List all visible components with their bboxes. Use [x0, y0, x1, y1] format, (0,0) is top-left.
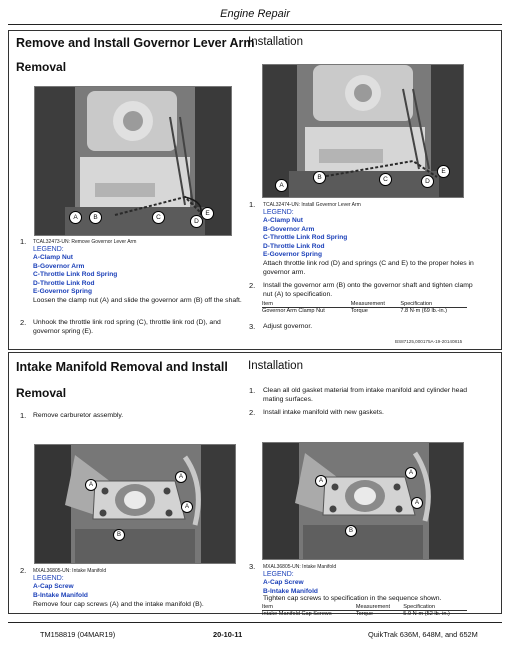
step-number: 1. [20, 411, 27, 420]
step-number: 1. [249, 386, 256, 395]
callout-b: B [89, 211, 102, 224]
legend-list [33, 254, 117, 297]
spec-header-measurement: Measurement [356, 604, 403, 611]
step-text: Clean all old gasket material from intake manifold and cylinder head mating surfaces. [263, 387, 468, 403]
step-text: Loosen the clamp nut (A) and slide the governor arm (B) off the shaft. [33, 297, 242, 304]
legend-item: A-Clamp Nut [33, 254, 73, 261]
legend-title: LEGEND: [263, 571, 294, 578]
manifold-removal-photo [34, 444, 236, 564]
callout-e: E [201, 207, 214, 220]
footer-page-number: 20-10-11 [213, 630, 243, 639]
spec-cell: Torque [355, 611, 373, 617]
step-text: Remove carburetor assembly. [33, 412, 124, 419]
legend-list [263, 217, 347, 260]
governor-removal-photo [34, 86, 232, 236]
spec-cell: Torque [350, 308, 368, 314]
step-number: 3. [249, 322, 256, 331]
callout-b: B [345, 525, 357, 537]
legend-title: LEGEND: [33, 246, 64, 253]
spec-cell: Governor Arm Clamp Nut [262, 308, 325, 314]
legend-item: C-Throttle Link Rod Spring [33, 271, 118, 278]
step-text: Tighten cap screws to specification in the sequence shown. [263, 595, 442, 602]
callout-a: A [315, 475, 327, 487]
table-row [262, 308, 467, 315]
section-title: Remove and Install Governor Lever Arm [16, 36, 255, 50]
callout-d: D [190, 215, 203, 228]
legend-item: D-Throttle Link Rod [33, 279, 95, 287]
callout-a: A [181, 501, 193, 513]
figure-caption: TCAL32474-UN: Install Governor Lever Arm [263, 202, 361, 208]
callout-d: D [421, 175, 434, 188]
step-number: 2. [249, 408, 256, 417]
legend-item: A-Clamp Nut [263, 217, 303, 224]
step-number: 2. [249, 281, 256, 290]
figure-number: 2. [20, 566, 27, 575]
figure-number: 1. [20, 237, 27, 246]
removal-heading: Removal [16, 386, 67, 400]
installation-heading: Installation [248, 360, 303, 372]
legend-item: A-Cap Screw [263, 579, 304, 586]
table-row [262, 611, 467, 618]
callout-a: A [85, 479, 97, 491]
callout-a: A [69, 211, 82, 224]
callout-e: E [437, 165, 450, 178]
legend-title: LEGEND: [33, 575, 64, 582]
spec-header-measurement: Measurement [351, 301, 401, 308]
callout-a: A [411, 497, 423, 509]
governor-install-photo [262, 64, 464, 198]
callout-b: B [113, 529, 125, 541]
step-number: 2. [20, 318, 27, 327]
section-title: Intake Manifold Removal and Install [16, 360, 228, 374]
spec-header-item: Item [262, 301, 351, 308]
footer-product-name: QuikTrak 636M, 648M, and 652M [368, 630, 478, 639]
removal-heading: Removal [16, 60, 67, 74]
callout-c: C [379, 173, 392, 186]
legend-item: D-Throttle Link Rod [263, 242, 325, 250]
step-text: Attach throttle link rod (D) and springs (C and E) to the proper holes in governor arm. [263, 260, 474, 276]
figure-number: 3. [249, 562, 256, 571]
spec-header-specification: Specification [403, 604, 467, 611]
header-rule [8, 24, 502, 25]
figure-number: 1. [249, 200, 256, 209]
callout-b: B [313, 171, 326, 184]
legend-list [33, 583, 88, 600]
figure-caption: MXAL36805-UN: Intake Manifold [33, 568, 107, 574]
legend-item: B-Governor Arm [263, 225, 315, 233]
manifold-install-photo [262, 442, 464, 560]
legend-item: B-Intake Manifold [33, 591, 88, 599]
step-text: Install intake manifold with new gaskets. [263, 409, 384, 416]
legend-item: B-Governor Arm [33, 262, 85, 270]
legend-item: C-Throttle Link Rod Spring [263, 234, 348, 241]
step-text: Install the governor arm (B) onto the governor shaft and tighten clamp nut (A) to specification. [263, 282, 473, 298]
legend-item: E-Governor Spring [33, 288, 92, 295]
figure-caption: MXAL36805-UN: Intake Manifold [263, 564, 337, 570]
spec-table [262, 301, 467, 314]
step-text: Unhook the throttle link rod spring (C), throttle link rod (D), and governor spring (E). [33, 319, 221, 335]
spec-header-item: Item [262, 604, 356, 611]
legend-item: B-Intake Manifold [263, 587, 318, 595]
spec-table [262, 604, 467, 617]
spec-header-specification: Specification [400, 301, 467, 308]
legend-title: LEGEND: [263, 209, 294, 216]
spec-cell: 5.9 N·m (52 lb.-in.) [403, 611, 450, 617]
callout-a: A [405, 467, 417, 479]
legend-item: E-Governor Spring [263, 251, 322, 258]
reference-code: BS87125,000175A-19-20140815 [395, 339, 463, 344]
spec-cell: 7.8 N·m (69 lb.-in.) [400, 308, 447, 314]
callout-a: A [275, 179, 288, 192]
legend-item: A-Cap Screw [33, 583, 74, 590]
callout-c: C [152, 211, 165, 224]
figure-caption: TCAL32473-UN: Remove Governor Lever Arm [33, 239, 137, 245]
footer-rule [8, 622, 502, 623]
page-header-title: Engine Repair [220, 8, 290, 20]
installation-heading: Installation [248, 36, 303, 48]
spec-cell: Intake Manifold Cap Screws [262, 611, 332, 617]
step-text: Remove four cap screws (A) and the intake manifold (B). [33, 601, 204, 608]
step-text: Adjust governor. [263, 323, 313, 330]
footer-manual-id: TM158819 (04MAR19) [40, 630, 116, 639]
callout-a: A [175, 471, 187, 483]
